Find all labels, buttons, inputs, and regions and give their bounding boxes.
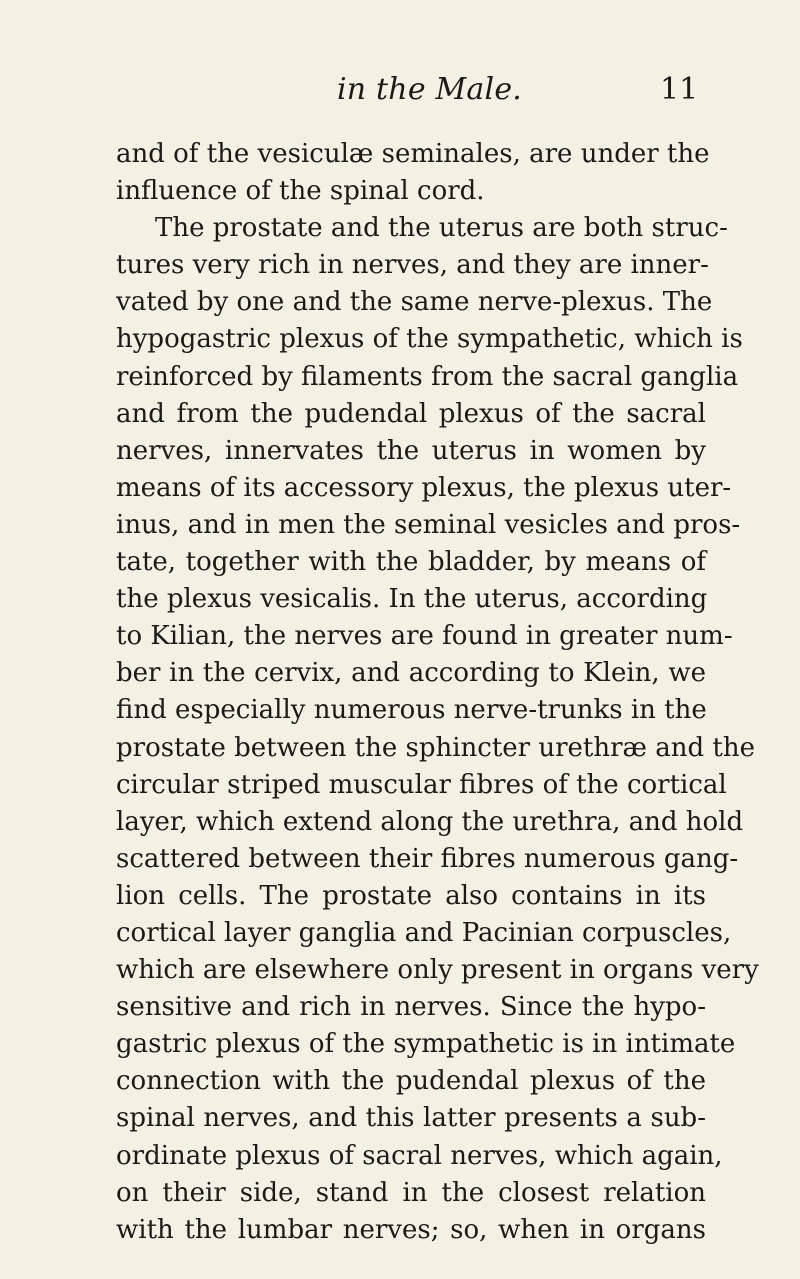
- text-line: influence of the spinal cord.: [116, 176, 485, 207]
- text-line: circular striped muscular fibres of the cortical: [116, 769, 727, 800]
- text-line: on their side, stand in the closest relation: [116, 1177, 706, 1208]
- text-line: tate, together with the bladder, by means of: [116, 547, 706, 578]
- text-line: to Kilian, the nerves are found in greater num-: [116, 621, 733, 652]
- text-line: layer, which extend along the urethra, and hold: [116, 806, 744, 837]
- text-line: reinforced by filaments from the sacral ganglia: [116, 361, 739, 392]
- text-line: lion cells. The prostate also contains in its: [116, 880, 706, 911]
- text-line: and of the vesiculæ seminales, are under the: [116, 139, 710, 169]
- text-line: ordinate plexus of sacral nerves, which again,: [116, 1140, 723, 1171]
- text-line: means of its accessory plexus, the plexus uter-: [116, 472, 732, 503]
- running-header-title: in the Male.: [337, 72, 523, 107]
- paragraph-first-line: The prostate and the uterus are both struc-: [155, 213, 728, 244]
- text-line: sensitive and rich in nerves. Since the hypo-: [116, 992, 706, 1023]
- text-line: find especially numerous nerve-trunks in the: [116, 695, 707, 726]
- text-line: and from the pudendal plexus of the sacral: [116, 398, 706, 429]
- text-line: vated by one and the same nerve-plexus. The: [116, 287, 713, 318]
- text-line: gastric plexus of the sympathetic is in intimate: [116, 1029, 736, 1060]
- text-line: ber in the cervix, and according to Klein, we: [116, 658, 706, 689]
- text-line: spinal nerves, and this latter presents a sub-: [116, 1103, 706, 1134]
- text-line: inus, and in men the seminal vesicles and pros-: [116, 509, 741, 540]
- text-line: nerves, innervates the uterus in women by: [116, 435, 706, 466]
- text-line: scattered between their fibres numerous gang-: [116, 843, 739, 874]
- text-line: which are elsewhere only present in organs very: [116, 955, 759, 986]
- text-line: the plexus vesicalis. In the uterus, according: [116, 584, 708, 615]
- text-line: tures very rich in nerves, and they are inner-: [116, 250, 709, 281]
- running-header: [0, 70, 800, 110]
- text-line: connection with the pudendal plexus of the: [116, 1066, 706, 1097]
- text-line: cortical layer ganglia and Pacinian corpuscles,: [116, 917, 732, 948]
- text-line: prostate between the sphincter urethræ and the: [116, 732, 755, 763]
- text-line: hypogastric plexus of the sympathetic, which is: [116, 324, 743, 355]
- page-number: 11: [660, 72, 699, 107]
- body-text: [116, 136, 759, 1249]
- text-line: with the lumbar nerves; so, when in organs: [116, 1214, 706, 1245]
